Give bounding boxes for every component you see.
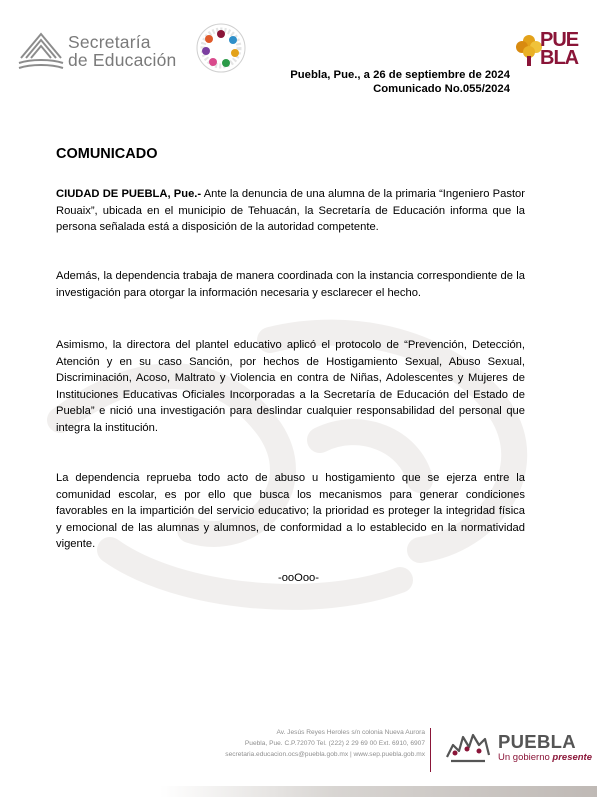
footer-address-line1: Av. Jesús Reyes Heroles s/n colonia Nueva Aurora [276,729,425,736]
puebla-logo [514,30,580,70]
paragraph-3: Asimismo, la directora del plantel educativo aplicó el protocolo de “Prevención, Detección, Atención y en su caso Sanción, por hechos de Hostigamiento Sexual, Abuso Sexual, Discriminación, Acoso, Maltrato y Violencia en contra de Niñas, Adolescentes y Mujeres de Instituciones Educativas Oficiales Incorporadas a la Secretaría de Educación del Estado de Puebla” e nició una investigación para deslindar cualquier responsabilidad del personal que integra la institución. [56,339,525,434]
footer-tagline-prefix: Un gobierno [498,752,553,763]
sep-wordmark [68,33,176,69]
paragraph-1 [56,186,525,236]
footer-address [225,727,425,760]
footer-address-line2: Puebla, Pue. C.P.72070 Tel. (222) 2 29 69 00 Ext. 6910, 6907 [244,740,425,747]
dateline [290,68,510,96]
footer-divider [430,728,431,772]
paragraph-1-text: Ante la denuncia de una alumna de la primaria “Ingeniero Pastor Rouaix”, ubicada en el municipio de Tehuacán, la Secretaría de Educación informa que la persona señalada está a disposición de la autoridad competente. [56,188,525,234]
paragraph-1-lead: CIUDAD DE PUEBLA, Pue.- [56,188,202,200]
bottom-band [160,786,597,797]
sep-logo-icon [16,28,66,74]
paragraph-2: Además, la dependencia trabaja de manera coordinada con la instancia correspondiente de la investigación para otorgar la información necesaria y esclarecer el hecho. [56,270,525,299]
sep-wordmark-line2: de Educación [68,50,177,70]
sep-wordmark-line1: Secretaría [68,32,151,52]
puebla-emblem-icon [443,727,493,767]
communique-number: Comunicado No.055/2024 [373,83,510,95]
date-text: Puebla, Pue., a 26 de septiembre de 2024 [290,69,510,81]
footer-tagline-emphasis: presente [552,752,593,763]
footer-tagline [498,752,592,763]
puebla-logo-word-top: PUE [540,29,579,51]
paragraph-4: La dependencia reprueba todo acto de abuso u hostigamiento que se ejerza entre la comunidad escolar, es por ello que busca los mecanismos para generar condiciones favorables en la impartición del servicio educativo; la prioridad es proteger la integridad física y emocional de las alumnas y alumnos, de conformidad a lo establecido en la normatividad vigente. [56,472,525,551]
closing-mark: -ooOoo- [277,572,320,584]
footer-brand-word: PUEBLA [498,731,576,752]
footer-address-line3: secretaria.educacion.ocs@puebla.gob.mx | www.sep.puebla.gob.mx [225,751,425,758]
circular-emblem-icon [195,22,247,74]
document-title: COMUNICADO [56,146,158,162]
puebla-logo-word-bottom: BLA [540,47,579,69]
